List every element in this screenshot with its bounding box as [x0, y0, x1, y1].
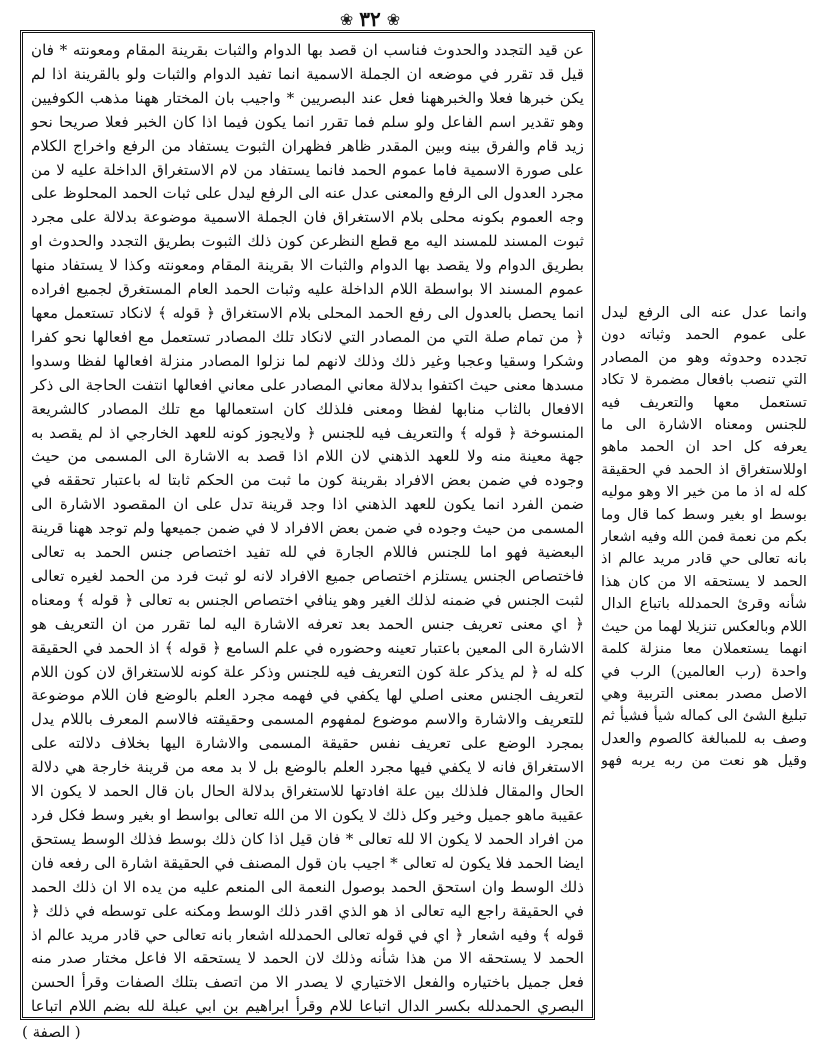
ornament-right-icon: ❀: [386, 9, 401, 29]
ornament-left-icon: ❀: [339, 9, 354, 29]
main-text-frame: [20, 30, 595, 1020]
margin-note: وانما عدل عنه الى الرفع ليدل على عموم الحمد وثباته دون تجدده وحدوثه وهو من المصادر التي تنصب بافعال مضمرة لا تكاد تستعمل معها والتعريف فيه للجنس ومعناه الاشارة الى ما يعرفه كل احد ان الحمد ماهو اوللاستغراق اذ الحمد في الحقيقة كله له اذ ما من خير الا وهو موليه بوسط او بغير وسط كما قال وما بكم من نعمة فمن الله وفيه اشعار بانه تعالى حي قادر مريد عالم اذ الحمد لا يستحقه الا من كان هذا شأنه وقرئ الحمدلله باتباع الدال اللام وبالعكس تنزيلا لهما من حيث انهما يستعملان معا منزلة كلمة واحدة (رب العالمين) الرب في الاصل مصدر بمعنى التربية وهي تبليغ الشئ الى كماله شيأ فشيأ ثم وصف به للمبالغة كالصوم والعدل وقيل هو نعت من ربه يربه فهو: [601, 304, 807, 770]
main-text-block: عن قيد التجدد والحدوث فناسب ان قصد بها الدوام والثبات بقرينة المقام ومعونته * فان قيل قد تقرر في موضعه ان الجملة الاسمية انما تفيد الدوام والثبات ولو بالقرينة اذا لم يكن خبرها فعلا والخبرههنا فعل عند البصريين * واجيب بان المختار ههنا مذهب الكوفيين وهو تقدير اسم الفاعل ولو سلم فما تقرر انما يكون فيما اذا كان الخبر فعلا صريحا نحو زيد قام والفرق بينه وبين المقدر ظاهر فظهران الثبوت يستفاد من الرفع واخراج الكلام على صورة الاسمية فاما عموم الحمد فانما يستفاد من لام الاستغراق الداخلة عليه لا من مجرد العدول الى الرفع والمعنى عدل عنه الى الرفع ليدل على ثبات الحمد المحلوظ على وجه العموم بكونه محلى بلام الاستغراق فان الجملة الاسمية موضوعة بدلالة على مجرد ثبوت المسند للمسند اليه مع قطع النظرعن كون ذلك الثبوت بطريق التجدد والحدوث او بطريق الدوام ولا يقصد بها الدوام والثبات الا بقرينة المقام ومعونته وكذا لا يستفاد منها عموم المسند الا بواسطة اللام الداخلة عليه وثبات الحمد العام المستغرق لجميع افراده انما يحصل بالعدول الى رفع الحمد المحلى بلام الاستغراق ﴿ قوله ﴾ لانكاد تستعمل معها ﴿ من تمام صلة التي من المصادر التي لانكاد تلك المصادر تستعمل مع افعالها نحو كفرا وشكرا وسقيا وعجبا وغير ذلك وذلك لانهم لما نزلوا المصادر منزلة افعالها لفظا وسدوا مسدها معنى حيث اكتفوا بدلالة معاني المصادر على معاني افعالها انتفت الحاجة الى ذكر الافعال بالثاب منابها لفظا ومعنى فلذلك كان استعمالها مع تلك المصادر كالشريعة المنسوخة ﴿ قوله ﴾ والتعريف فيه للجنس ﴿ ولايجوز كونه للعهد الخارجي اذ لم يقصد به جهة معينة منه ولا للعهد الذهني لان اللام اذا قصد به الاشارة الى المسمى من حيث وجوده في ضمن بعض الافراد بقرينة كون ما ثبت من الحكم ثابتا له باعتبار تحققه في ضمن الفرد انما يكون للعهد الذهني اذا وجد قرينة تدل على ان المقصود الاشارة الى المسمى من حيث وجوده في ضمن بعض الافراد لا في ضمن جميعها ولم توجد ههنا قرينة البعضية فهو اما للجنس فاللام الجارة في لله تفيد اختصاص جنس الحمد به تعالى فاختصاص الجنس يستلزم اختصاص جميع الافراد لانه لو ثبت فرد من الحمد لغيره تعالى لثبت الجنس في ضمنه لذلك الغير وهو ينافي اختصاص الجنس به تعالى ﴿ قوله ﴾ ومعناه ﴿ اي معنى تعريف جنس الحمد بعد تعرفه الاشارة اليه لما تقرر من ان التعريف هو الاشارة الى المعين باعتبار تعينه وحضوره في علم السامع ﴿ قوله ﴾ اذ الحمد في الحقيقة كله له ﴿ لم يذكر علة كون التعريف فيه للجنس وذكر علة كونه للاستغراق لان كون اللام لتعريف الجنس معنى اصلي لها يكفي في فهمه مجرد العلم بالوضع فان اللام موضوعة للتعريف والاشارة والاسم موضوع لمفهوم المسمى وحقيقته فالاسم المعرف باللام يدل بمجرد الوضع على تعريف نفس حقيقة المسمى والاشارة اليها بخلاف دلالته على الاستغراق فانه لا يكفي فيها مجرد العلم بالوضع بل لا بد معه من قرينة خارجة هي دلالة الحال والمقال فلذلك بين علة افادتها للاستغراق بدلالة الحال بان قال الحمد لا يكون الا عقيبة ماهو جميل وخير وكل ذلك لا يكون الا من الله تعالى بواسط او بغير وسط فكل فرد من افراد الحمد لا يكون الا لله تعالى * فان قيل اذا كان ذلك بوسط فذلك الوسط يستحق ايضا الحمد فلا يكون له تعالى * اجيب بان قول المصنف في الحقيقة اشارة الى رفعه فان ذلك الوسط وان استحق الحمد بوصول النعمة الى المنعم عليه من يده الا ان ذلك الحمد في الحقيقة راجع اليه تعالى اذ هو الذي اقدر ذلك الوسط ومكنه على توسطه في ذلك ﴿ قوله ﴾ وفيه اشعار ﴿ اي في قوله تعالى الحمدلله اشعار بانه تعالى حي قادر مريد عالم اذ الحمد لا يستحقه الا من هذا شأنه وذلك لان الحمد لا يستحقه الا فاعل مختار صدر منه فعل جميل باختياره والفعل الاختياري لا يصدر الا من اتصف بتلك الصفات وقرأ الحسن البصري الحمدلله بكسر الدال اتباعا للام وقرأ ابراهيم بن ابي عبلة لله بضم اللام اتباعا: [31, 41, 584, 1016]
page-number: ٣٢: [359, 7, 381, 31]
page-header: [270, 8, 470, 30]
footer-catchword: ( الصفة ): [22, 1023, 81, 1041]
